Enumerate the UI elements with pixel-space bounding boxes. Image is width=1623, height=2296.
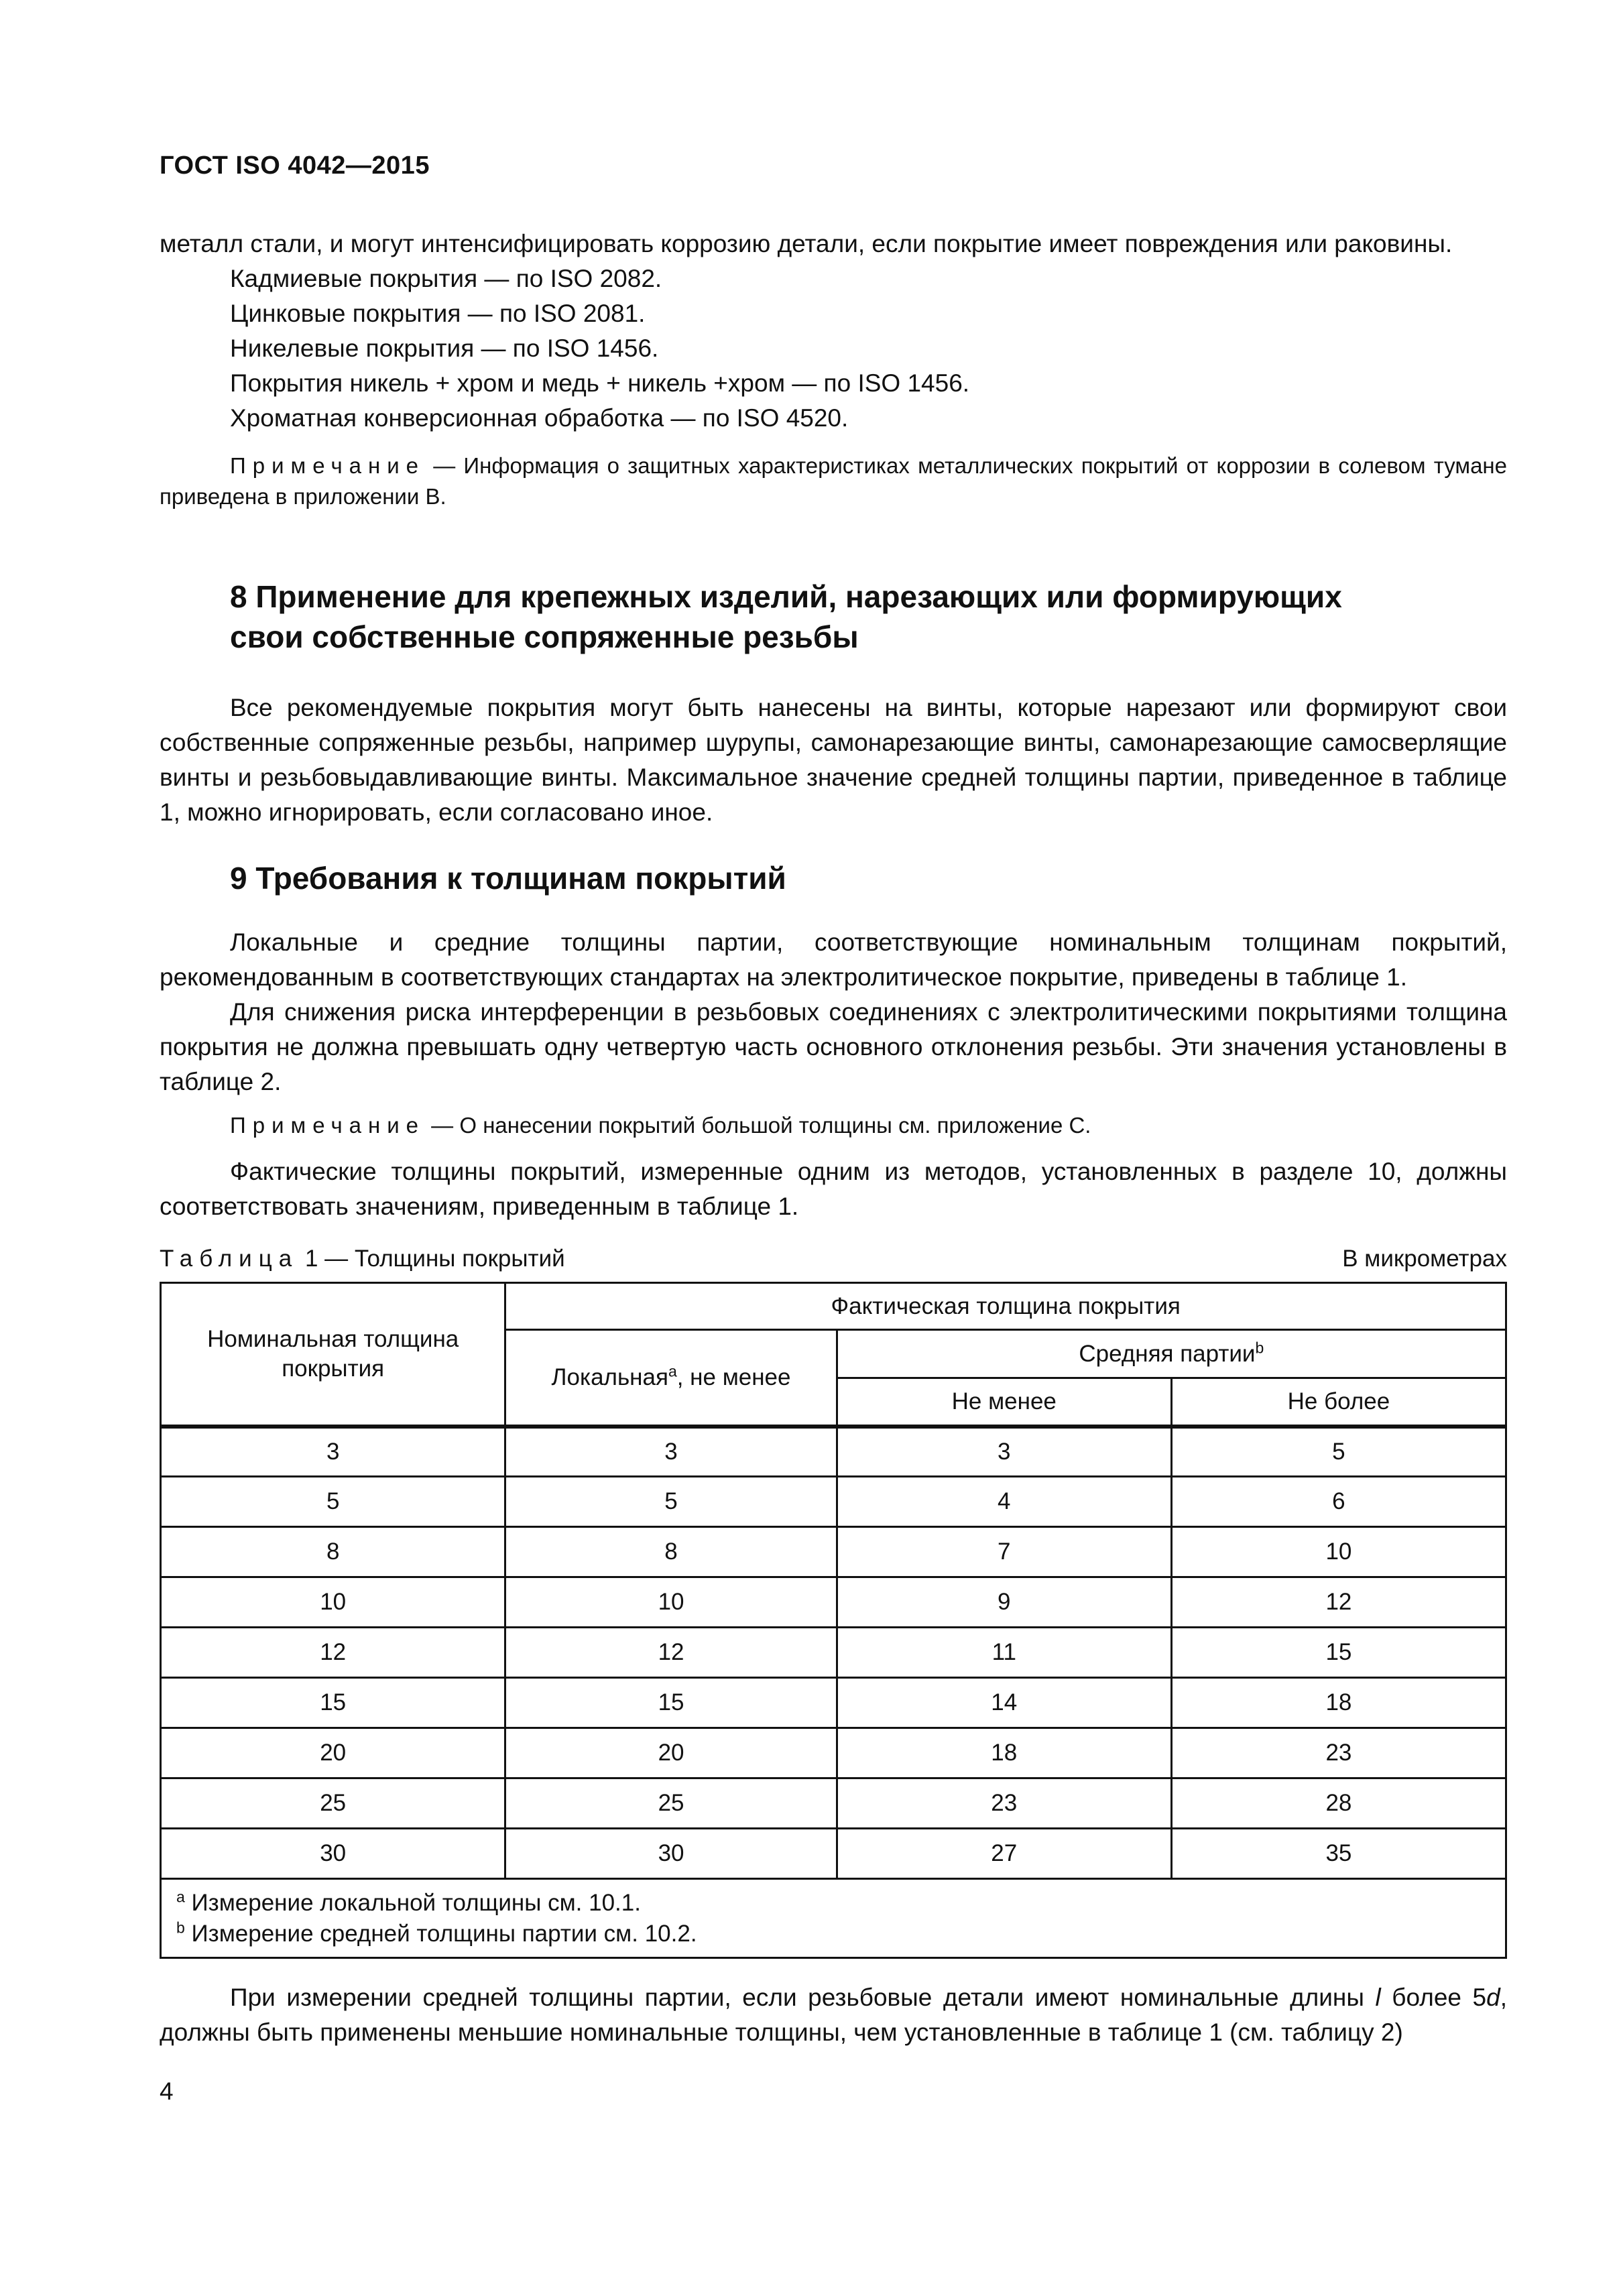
header-min: Не менее (837, 1378, 1171, 1427)
header-max: Не более (1171, 1378, 1506, 1427)
table-cell: 27 (837, 1829, 1171, 1879)
footnote-b (176, 1919, 1505, 1949)
note-text: — Информация о защитных характеристиках металлических покрытий от коррозии в солевом тумане приведена в приложении В. (160, 453, 1507, 509)
list-item: Хроматная конверсионная обработка — по ISO 4520. (230, 404, 849, 432)
table-row (161, 1577, 1506, 1628)
table-caption-row (160, 1246, 1507, 1272)
table-cell: 3 (161, 1427, 505, 1477)
table-cell: 10 (161, 1577, 505, 1628)
table-cell: 7 (837, 1527, 1171, 1577)
heading-line: 8 Применение для крепежных изделий, нарезающих или формирующих (230, 579, 1342, 614)
standard-code: ГОСТ ISO 4042—2015 (160, 152, 430, 180)
section-9-heading: 9 Требования к толщинам покрытий (230, 861, 786, 896)
intro-block (160, 227, 1507, 512)
header-text: Номинальная толщина покрытия (207, 1325, 459, 1382)
table-row (161, 1427, 1506, 1477)
section-8-paragraph: Все рекомендуемые покрытия могут быть нанесены на винты, которые нарезают или формируют свои собственные сопряженные резьбы, например шурупы, самонарезающие винты, самонарезающие самосверлящие винты и резьбовыдавливающие винты. Максимальное значение средней толщины партии, приведенное в таблице 1, можно игнорировать, если согласовано иное. (160, 694, 1507, 826)
thickness-table (160, 1282, 1507, 1959)
table-row (161, 1778, 1506, 1829)
note-text: — О нанесении покрытий большой толщины см. приложение С. (425, 1113, 1091, 1138)
table-footnotes (161, 1879, 1506, 1958)
table-cell: 20 (161, 1728, 505, 1778)
table-row (161, 1678, 1506, 1728)
list-item: Никелевые покрытия — по ISO 1456. (230, 335, 659, 362)
footnote-a (176, 1888, 1505, 1919)
table-row (161, 1829, 1506, 1879)
table-cell: 25 (161, 1778, 505, 1829)
closing-text: более 5 (1380, 1984, 1487, 2011)
footnote-mark: b (176, 1918, 185, 1936)
coating-list (160, 261, 1507, 436)
table-cell: 30 (161, 1829, 505, 1879)
section-9-paragraph-3: Фактические толщины покрытий, измеренные одним из методов, установленных в разделе 10, должны соответствовать значениям, приведенным в таблице 1. (160, 1158, 1507, 1220)
table-row (161, 1628, 1506, 1678)
table-body (161, 1427, 1506, 1879)
table-cell: 10 (1171, 1527, 1506, 1577)
table-row (161, 1477, 1506, 1527)
table-cell: 10 (505, 1577, 837, 1628)
note-label: Примечание (230, 453, 426, 478)
continuation-paragraph: металл стали, и могут интенсифицировать коррозию детали, если покрытие имеет повреждения или раковины. (160, 230, 1453, 257)
caption-text: 1 — Толщины покрытий (298, 1246, 565, 1272)
table-cell: 25 (505, 1778, 837, 1829)
table-cell: 3 (505, 1427, 837, 1477)
section-9 (160, 858, 1507, 1224)
table-cell: 9 (837, 1577, 1171, 1628)
header-actual: Фактическая толщина покрытия (505, 1283, 1506, 1330)
header-text: Средняя партии (1079, 1340, 1256, 1367)
table-1 (160, 1282, 1507, 1959)
table-cell: 30 (505, 1829, 837, 1879)
header-text: , не менее (676, 1364, 791, 1390)
table-cell: 6 (1171, 1477, 1506, 1527)
table-cell: 23 (1171, 1728, 1506, 1778)
table-cell: 15 (1171, 1628, 1506, 1678)
table-cell: 15 (505, 1678, 837, 1728)
table-cell: 3 (837, 1427, 1171, 1477)
footnote-mark: b (1255, 1338, 1264, 1356)
table-units: В микрометрах (1342, 1246, 1507, 1272)
table-cell: 28 (1171, 1778, 1506, 1829)
header-batch (837, 1330, 1506, 1378)
table-cell: 18 (837, 1728, 1171, 1778)
table-cell: 20 (505, 1728, 837, 1778)
heading-line: свои собственные сопряженные резьбы (230, 619, 859, 654)
table-cell: 5 (1171, 1427, 1506, 1477)
header-local (505, 1330, 837, 1427)
list-item: Покрытия никель + хром и медь + никель +хром — по ISO 1456. (230, 369, 970, 397)
caption-label: Таблица (160, 1246, 299, 1272)
closing-text: , должны быть применены меньшие номинальные толщины, чем установленные в таблице 1 (см. таблицу 2) (160, 1984, 1507, 2046)
table-cell: 8 (505, 1527, 837, 1577)
table-caption (160, 1246, 565, 1272)
table-cell: 8 (161, 1527, 505, 1577)
closing-text: При измерении средней толщины партии, если резьбовые детали имеют номинальные длины (230, 1984, 1376, 2011)
footnote-mark: a (176, 1887, 185, 1905)
table-cell: 5 (161, 1477, 505, 1527)
table-cell: 11 (837, 1628, 1171, 1678)
table-row (161, 1527, 1506, 1577)
header-nominal (161, 1283, 505, 1427)
section-8-heading (160, 577, 1507, 657)
note-label: Примечание (230, 1113, 426, 1138)
intro-note (160, 450, 1507, 512)
table-cell: 4 (837, 1477, 1171, 1527)
page-number: 4 (160, 2077, 174, 2105)
table-row (161, 1728, 1506, 1778)
table-cell: 12 (505, 1628, 837, 1678)
footnote-text: Измерение локальной толщины см. 10.1. (184, 1889, 641, 1916)
section-9-paragraph-1: Локальные и средние толщины партии, соответствующие номинальным толщинам покрытий, рекомендованным в соответствующих стандартах на электролитическое покрытие, приведены в таблице 1. (160, 928, 1507, 991)
table-cell: 12 (1171, 1577, 1506, 1628)
footnote-text: Измерение средней толщины партии см. 10.2. (184, 1920, 697, 1947)
footnote-mark: a (668, 1362, 677, 1380)
table-cell: 14 (837, 1678, 1171, 1728)
table-cell: 12 (161, 1628, 505, 1678)
table-cell: 18 (1171, 1678, 1506, 1728)
table-cell: 35 (1171, 1829, 1506, 1879)
list-item: Цинковые покрытия — по ISO 2081. (230, 300, 646, 327)
table-cell: 15 (161, 1678, 505, 1728)
header-text: Локальная (551, 1364, 668, 1390)
table-cell: 5 (505, 1477, 837, 1527)
section-9-note (160, 1110, 1507, 1141)
section-8 (160, 577, 1507, 830)
symbol-d: d (1486, 1984, 1500, 2011)
section-9-paragraph-2: Для снижения риска интерференции в резьбовых соединениях с электролитическими покрытиями толщина покрытия не должна превышать одну четвертую часть основного отклонения резьбы. Эти значения установлены в таблице 2. (160, 998, 1507, 1095)
list-item: Кадмиевые покрытия — по ISO 2082. (230, 265, 662, 292)
table-cell: 23 (837, 1778, 1171, 1829)
symbol-l: l (1375, 1984, 1381, 2011)
closing-paragraph (160, 1980, 1507, 2050)
